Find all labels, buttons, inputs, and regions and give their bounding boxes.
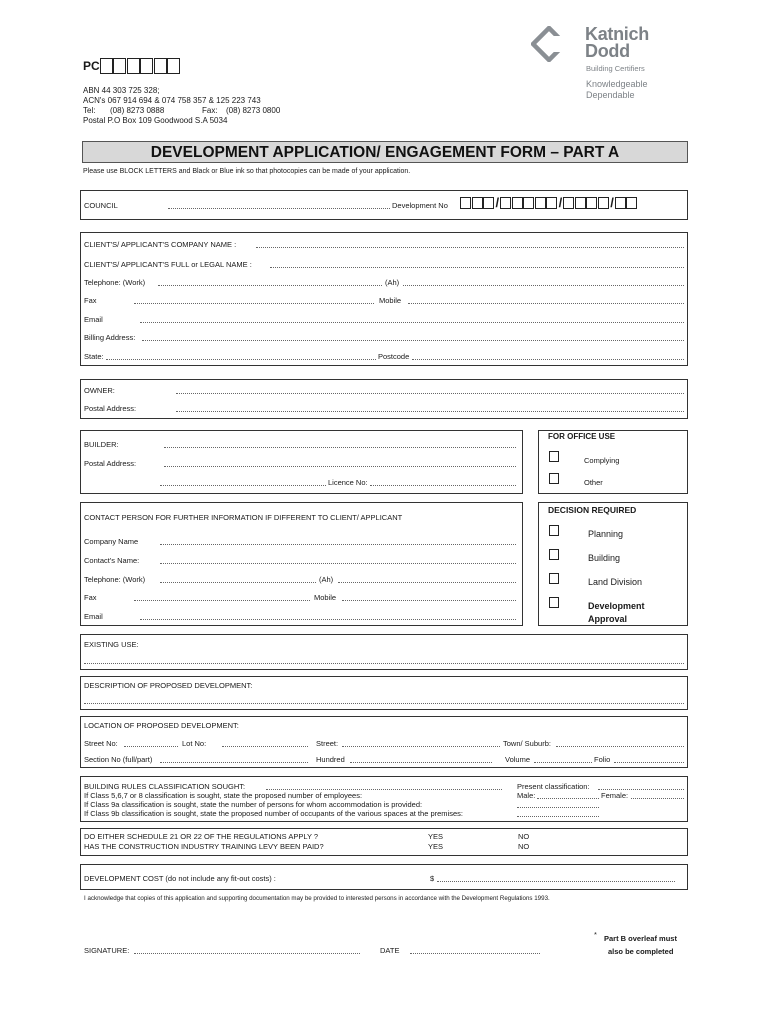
dev-no-digit-box[interactable] (586, 197, 597, 209)
regulations-q1-yes[interactable]: YES (428, 832, 444, 841)
lot-no-input[interactable] (222, 746, 308, 747)
classification-input[interactable] (266, 789, 502, 790)
dev-no-digit-box[interactable] (626, 197, 637, 209)
existing-use-input[interactable] (84, 663, 684, 664)
logo-subtitle: Building Certifiers (586, 64, 645, 73)
client-telephone-label: Telephone: (Work) (84, 278, 146, 287)
date-input[interactable] (410, 953, 540, 954)
asterisk-mark: * (594, 930, 597, 939)
client-mobile-input[interactable] (408, 303, 684, 304)
client-telephone-input[interactable] (158, 285, 382, 286)
dev-no-digit-box[interactable] (563, 197, 574, 209)
owner-postal-input[interactable] (176, 411, 684, 412)
town-label: Town/ Suburb: (503, 739, 551, 748)
client-state-input[interactable] (106, 359, 376, 360)
client-email-input[interactable] (140, 322, 684, 323)
client-full-name-input[interactable] (270, 267, 684, 268)
dev-no-digit-box[interactable] (460, 197, 471, 209)
dev-no-digit-box[interactable] (523, 197, 534, 209)
regulations-q2-yes[interactable]: YES (428, 842, 444, 851)
acn-text: ACN's 067 914 694 & 074 758 357 & 125 223 743 (83, 96, 261, 105)
pc-digit-box[interactable] (167, 58, 180, 74)
volume-label: Volume (505, 755, 531, 764)
diamond-logo-icon (531, 26, 567, 62)
existing-use-label: EXISTING USE: (84, 640, 139, 649)
building-label: Building (588, 553, 621, 563)
section-no-label: Section No (full/part) (84, 755, 153, 764)
signature-input[interactable] (134, 953, 360, 954)
contact-ah-label: (Ah) (319, 575, 334, 584)
tel-value: (08) 8273 0888 (110, 106, 165, 115)
client-billing-input[interactable] (142, 340, 684, 341)
street-label: Street: (316, 739, 339, 748)
development-no-label: Development No (392, 201, 448, 210)
land-division-label: Land Division (588, 577, 643, 587)
street-input[interactable] (342, 746, 500, 747)
owner-label: OWNER: (84, 386, 115, 395)
builder-label: BUILDER: (84, 440, 119, 449)
contact-telephone-input[interactable] (160, 582, 316, 583)
planning-checkbox[interactable] (549, 525, 559, 536)
builder-licence-label: Licence No: (328, 478, 368, 487)
abn-text: ABN 44 303 725 328; (83, 86, 160, 95)
building-checkbox[interactable] (549, 549, 559, 560)
complying-label: Complying (584, 456, 620, 465)
folio-input[interactable] (614, 762, 684, 763)
acknowledge-text: I acknowledge that copies of this application and supporting documentation may be provided to interested persons in accordance with the Development Regulations 1993. (84, 895, 550, 902)
company-logo (531, 24, 681, 104)
cost-currency: $ (430, 874, 435, 883)
contact-telephone-label: Telephone: (Work) (84, 575, 146, 584)
signature-label: SIGNATURE: (84, 946, 130, 955)
town-input[interactable] (556, 746, 684, 747)
client-company-input[interactable] (256, 247, 684, 248)
logo-tagline2: Dependable (586, 90, 635, 100)
decision-title: DECISION REQUIRED (548, 505, 637, 515)
dev-no-digit-box[interactable] (598, 197, 609, 209)
client-ah-label: (Ah) (385, 278, 400, 287)
client-ah-input[interactable] (403, 285, 684, 286)
other-label: Other (584, 478, 603, 487)
pc-digit-box[interactable] (154, 58, 167, 74)
council-input[interactable] (168, 208, 390, 209)
classification-line2: If Class 5,6,7 or 8 classification is sought, state the proposed number of employees: (84, 791, 363, 800)
client-company-label: CLIENT'S/ APPLICANT'S COMPANY NAME : (84, 240, 237, 249)
dev-no-digit-box[interactable] (483, 197, 494, 209)
contact-mobile-label: Mobile (314, 593, 337, 602)
dev-no-digit-box[interactable] (615, 197, 626, 209)
male-label: Male: (517, 791, 536, 800)
pc-label: PC (83, 59, 100, 73)
contact-ah-input[interactable] (338, 582, 516, 583)
present-classification-input[interactable] (598, 789, 684, 790)
cost-input[interactable] (437, 881, 675, 882)
contact-name-label: Contact's Name: (84, 556, 140, 565)
contact-fax-input[interactable] (134, 600, 310, 601)
classification-line3: If Class 9a classification is sought, state the number of persons for whom accommodation is provided: (84, 800, 423, 809)
contact-fax-label: Fax (84, 593, 97, 602)
approval-label: Approval (588, 614, 628, 624)
street-no-input[interactable] (124, 746, 178, 747)
pc-number-field[interactable] (83, 58, 181, 74)
form-title-bar (82, 141, 688, 163)
regulations-q1-no[interactable]: NO (518, 832, 530, 841)
logo-tagline1: Knowledgeable (586, 79, 648, 89)
classification-line4: If Class 9b classification is sought, state the proposed number of occupants of the various spaces at the premises: (84, 809, 463, 818)
male-input[interactable] (537, 798, 599, 799)
builder-licence-input[interactable] (370, 485, 516, 486)
occupants-input[interactable] (517, 816, 599, 817)
regulations-q2: HAS THE CONSTRUCTION INDUSTRY TRAINING LEVY BEEN PAID? (84, 842, 324, 851)
description-input[interactable] (84, 703, 684, 704)
present-classification-label: Present classification: (517, 782, 590, 791)
pc-digit-box[interactable] (100, 58, 113, 74)
street-no-label: Street No: (84, 739, 118, 748)
client-billing-label: Billing Address: (84, 333, 136, 342)
hundred-input[interactable] (350, 762, 492, 763)
regulations-q2-no[interactable]: NO (518, 842, 530, 851)
builder-postal-input-2[interactable] (160, 485, 326, 486)
existing-use-section (80, 634, 688, 670)
owner-section (80, 379, 688, 419)
office-use-title: FOR OFFICE USE (548, 432, 616, 441)
folio-label: Folio (594, 755, 611, 764)
complying-checkbox[interactable] (549, 451, 559, 462)
dev-no-digit-box[interactable] (535, 197, 546, 209)
development-no-boxes[interactable]: / / / (460, 195, 638, 210)
client-postcode-input[interactable] (412, 359, 684, 360)
contact-mobile-input[interactable] (342, 600, 516, 601)
council-label: COUNCIL (84, 201, 118, 210)
female-input[interactable] (631, 798, 684, 799)
builder-input[interactable] (164, 447, 516, 448)
hundred-label: Hundred (316, 755, 345, 764)
land-division-checkbox[interactable] (549, 573, 559, 584)
development-approval-checkbox[interactable] (549, 597, 559, 608)
contact-email-label: Email (84, 612, 103, 621)
contact-title: CONTACT PERSON FOR FURTHER INFORMATION IF DIFFERENT TO CLIENT/ APPLICANT (84, 513, 403, 522)
dev-no-digit-box[interactable] (512, 197, 523, 209)
client-full-name-label: CLIENT'S/ APPLICANT'S FULL or LEGAL NAME : (84, 260, 252, 269)
part-b-note2: also be completed (608, 947, 674, 956)
client-fax-input[interactable] (134, 303, 374, 304)
cost-label: DEVELOPMENT COST (do not include any fit-out costs) : (84, 874, 276, 883)
pc-digit-box[interactable] (127, 58, 140, 74)
female-label: Female: (601, 791, 629, 800)
planning-label: Planning (588, 529, 624, 539)
dev-no-digit-box[interactable] (500, 197, 511, 209)
owner-input[interactable] (176, 393, 684, 394)
fax-label: Fax: (202, 106, 218, 115)
description-label: DESCRIPTION OF PROPOSED DEVELOPMENT: (84, 681, 253, 690)
form-instructions: Please use BLOCK LETTERS and Black or Blue ink so that photocopies can be made of your application. (83, 168, 411, 175)
volume-input[interactable] (534, 762, 592, 763)
fax-value: (08) 8273 0800 (226, 106, 281, 115)
other-checkbox[interactable] (549, 473, 559, 484)
dev-no-digit-box[interactable] (575, 197, 586, 209)
lot-no-label: Lot No: (182, 739, 207, 748)
accommodation-input[interactable] (517, 807, 599, 808)
development-label: Development (588, 601, 645, 611)
regulations-q1: DO EITHER SCHEDULE 21 OR 22 OF THE REGULATIONS APPLY ? (84, 832, 319, 841)
client-email-label: Email (84, 315, 103, 324)
dev-no-digit-box[interactable] (472, 197, 483, 209)
client-mobile-label: Mobile (379, 296, 402, 305)
contact-name-input[interactable] (160, 563, 516, 564)
builder-postal-label: Postal Address: (84, 459, 137, 468)
location-title: LOCATION OF PROPOSED DEVELOPMENT: (84, 721, 239, 730)
logo-name-line2: Dodd (585, 41, 630, 61)
form-title: DEVELOPMENT APPLICATION/ ENGAGEMENT FORM – PART A (150, 144, 620, 161)
owner-postal-label: Postal Address: (84, 404, 137, 413)
classification-line1: BUILDING RULES CLASSIFICATION SOUGHT: (84, 782, 246, 791)
client-fax-label: Fax (84, 296, 97, 305)
contact-email-input[interactable] (140, 619, 516, 620)
contact-company-label: Company Name (84, 537, 139, 546)
postal-address-text: Postal P.O Box 109 Goodwood S.A 5034 (83, 116, 228, 125)
section-no-input[interactable] (160, 762, 308, 763)
contact-company-input[interactable] (160, 544, 516, 545)
builder-postal-input[interactable] (164, 466, 516, 467)
tel-label: Tel: (83, 106, 96, 115)
part-b-note1: Part B overleaf must (604, 934, 677, 943)
logo-name-line1: Katnich (585, 24, 649, 44)
pc-digit-box[interactable] (113, 58, 126, 74)
dev-no-digit-box[interactable] (546, 197, 557, 209)
client-state-label: State: (84, 352, 104, 361)
date-label: DATE (380, 946, 400, 955)
client-postcode-label: Postcode (378, 352, 410, 361)
pc-digit-box[interactable] (140, 58, 153, 74)
